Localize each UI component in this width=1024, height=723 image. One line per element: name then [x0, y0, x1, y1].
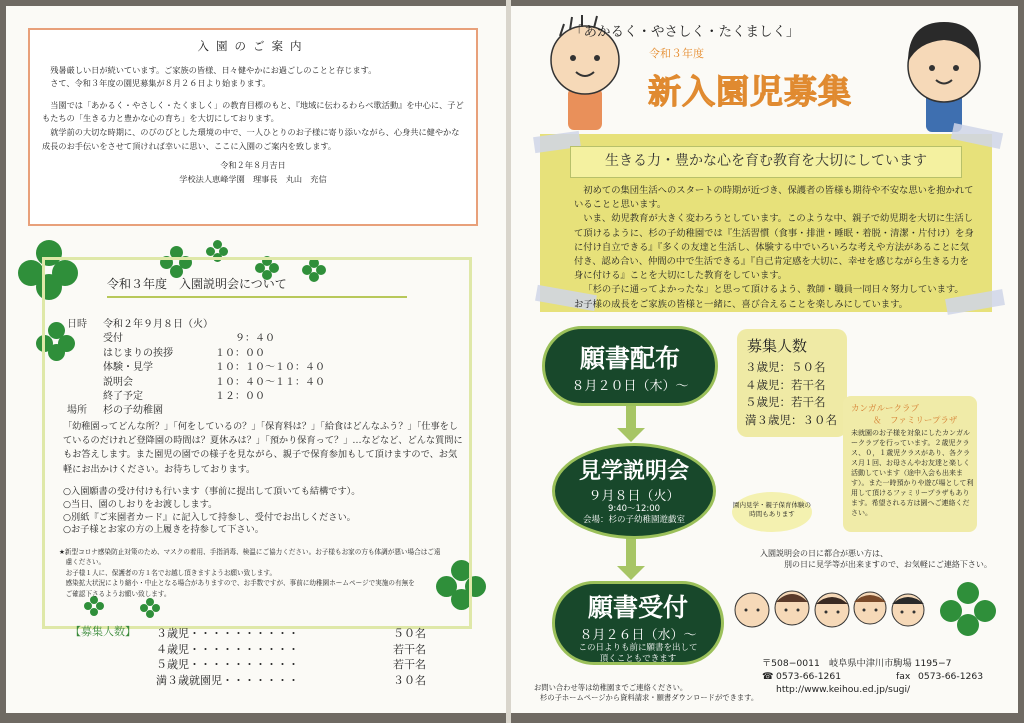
note-item: ○別紙『ご来園者カード』に記入して持参し、受付でお出しください。 — [63, 511, 356, 523]
notice — [760, 548, 1000, 570]
footer-line: 杉の子ホームページから資料請求・願書ダウンロードができます。 — [540, 693, 759, 702]
quota-label: ３歳児： — [745, 360, 791, 374]
quota-label: ４歳児： — [745, 377, 791, 392]
step-venue: 会場：杉の子幼稚園遊戯室 — [582, 515, 685, 525]
step-date: ８月２０日（木）〜 — [571, 379, 689, 394]
panel-heading: 生きる力・豊かな心を育む教育を大切にしています — [570, 146, 962, 178]
footer-line: お問い合わせ等は幼稚園までご連絡ください。 — [534, 683, 688, 692]
quota-label: ５歳児： — [745, 395, 791, 409]
flow-arrow — [617, 566, 645, 580]
greeting-date: 令和２年８月吉日 — [220, 160, 286, 171]
recruit-label: ３歳児・・・・・・・・・・ — [156, 627, 299, 640]
fax-number: 0573-66-1263 — [918, 671, 984, 682]
children-illustration — [732, 584, 932, 640]
schedule-time: １０：００ — [215, 347, 265, 359]
step-title: 見学説明会 — [578, 459, 689, 484]
note-item: ○お子様とお家の方の上履きを持参して下さい。 — [63, 524, 264, 536]
quota-value: 若干名 — [791, 377, 826, 392]
child-illustration — [888, 14, 998, 134]
club-heading: カンガルークラブ — [851, 404, 920, 414]
quota-value: ３０名 — [802, 412, 837, 427]
step-title: 願書受付 — [587, 593, 688, 622]
session-description: 「幼稚園ってどんな所？」「何をしているの？」「保育料は？」「給食はどんなふう？」「仕事をしているのだけれど登降園の時間は？夏休みは？」「預かり保育って？」…などなど、どんな質問にもお答えします。また園児の園での様子を見ながら、親子で保育参加もして頂けますので、お気軽にお出かけください。お待ちしております。 — [63, 421, 463, 475]
session-info-box — [42, 257, 472, 629]
session-date: 令和２年９月８日（火） — [103, 319, 213, 330]
recruit-value: ３０名 — [393, 673, 426, 687]
step-note: この日よりも前に願書を出して — [578, 643, 698, 653]
caution-line: 慮ください。 — [59, 558, 106, 567]
note-item: ○当日、園のしおりをお渡しします。 — [63, 498, 218, 510]
panel-paragraph: 初めての集団生活へのスタートの時期が近づき、保護者の皆様も期待や不安な思いを抱かれていることと思います。 — [574, 185, 974, 211]
clover-logo-icon — [940, 582, 996, 638]
recruit-value: 若干名 — [393, 658, 426, 671]
caution-line: ご確認下さるようお願い致します。 — [59, 589, 171, 598]
covid-caution — [59, 547, 463, 599]
greeting-box — [28, 28, 478, 226]
step-distribution — [542, 326, 718, 406]
recruit-label: ４歳児・・・・・・・・・・ — [156, 642, 299, 656]
date-label: 日時 — [67, 319, 87, 330]
caution-line: 感染拡大状況により縮小・中止となる場合がありますので、お手数ですが、事前に幼稚園ホームページで実施の有無を — [59, 579, 415, 588]
phone-number: 0573-66-1261 — [776, 671, 842, 682]
session-title: 令和３年度 入園説明会について — [107, 264, 407, 298]
club-description: 未就園のお子様を対象にしたカンガルークラブを行っています。２歳児クラス、０，１歳児クラスがあり、各クラス月１回、お母さんやお友達と楽しく活動しています（途中入会も出来ます）。また一時預かりや遊び場として利用して頂けるファミリープラザもあります。希望される方は園へご連絡ください。 — [851, 429, 974, 517]
step-date: ８月２６日（水）〜 — [579, 628, 697, 643]
step-title: 願書配布 — [579, 344, 680, 373]
session-place: 杉の子幼稚園 — [103, 405, 163, 417]
step-briefing — [552, 443, 716, 539]
kangaroo-club-box — [843, 396, 977, 532]
note-item: ○入園願書の受け付けも行います（事前に提出して頂いても結構です）。 — [63, 486, 361, 497]
schedule-time: １０：４０〜１１：４０ — [215, 376, 325, 388]
schedule-label: はじまりの挨拶 — [103, 347, 173, 359]
step-date: ９月８日（火） — [588, 489, 680, 504]
panel-paragraph: 「杉の子に通ってよかったな」と思って頂けるよう、教師・職員一同日々努力しています。 — [583, 284, 964, 296]
quota-value: 若干名 — [791, 395, 826, 409]
step-note: 頂くこともできます — [599, 654, 677, 664]
quota-heading: 募集人数 — [747, 337, 808, 355]
greeting-paragraph: 就学前の大切な時期に、のびのびとした環境の中で、一人ひとりのお子様に寄り添いながら、心身共に健やかな成長のお手伝いをさせて頂ければ幸いに思い、ここに入園のご案内を致します。 — [42, 126, 460, 151]
recruit-label: 満３歳就園児・・・・・・・ — [156, 673, 299, 687]
notice-line: 入園説明会の日に都合が悪い方は、 — [760, 549, 888, 558]
schedule-time: １２：００ — [215, 391, 265, 403]
schedule-time: １０：１０〜１０：４０ — [215, 362, 325, 374]
panel-body — [574, 184, 976, 312]
page-fold — [506, 0, 511, 723]
panel-paragraph: お子様の成長をご家族の皆様と一緒に、喜び合えることを楽しみにしています。 — [574, 298, 908, 310]
greeting-paragraph: さて、令和３年度の園児募集が８月２６日より始まります。 — [50, 78, 271, 89]
place-label: 場所 — [67, 405, 87, 417]
step-application — [552, 581, 724, 665]
recruit-heading: 【募集人数】 — [70, 625, 136, 638]
schedule-label: 説明会 — [103, 376, 133, 388]
step-time: 9:40〜12:00 — [607, 504, 661, 514]
panel-paragraph: いま、幼児教育が大きく変わろうとしています。このような中、親子で幼児期を大切に生活して頂けるように、杉の子幼稚園では『生活習慣（食事・排泄・睡眠・着脱・清潔・片付け）を身に付け自立できる』『多くの友達と生活し、体験する中でいろいろな考えや方法があることに気付き、認め合い、仲間の中で生活できる』『自己肯定感を大切に、幸せを感じながら生きる力を身に付ける』ことを大切にした教育をしています。 — [574, 213, 974, 282]
session-schedule — [67, 318, 325, 419]
year-label: 令和３年度 — [649, 47, 704, 60]
caution-line: お子様１人に、保護者の方１名でお越し頂きますようお願い致します。 — [59, 568, 277, 577]
recruit-value: ５０名 — [393, 627, 426, 640]
schedule-label: 受付 — [103, 333, 123, 345]
club-heading: ＆ ファミリープラザ — [873, 416, 958, 426]
phone-icon: ☎ — [762, 671, 774, 682]
schedule-time: ９：４０ — [235, 333, 275, 345]
address: 〒508−0011 岐阜県中津川市駒場 1195−7 — [762, 658, 952, 669]
notice-line: 別の日に見学等が出来ますので、お気軽にご連絡下さい。 — [784, 560, 992, 569]
quota-label: 満３歳児： — [745, 412, 803, 427]
flow-arrow — [626, 538, 636, 568]
greeting-title: 入園のご案内 — [197, 39, 309, 53]
page-title: 新入園児募集 — [648, 72, 852, 111]
quota-box — [737, 329, 847, 437]
school-motto: 「あかるく・やさしく・たくましく」 — [570, 24, 800, 40]
session-notes — [63, 486, 463, 537]
fax-label: fax — [896, 671, 911, 682]
flow-arrow — [617, 428, 645, 442]
side-note: 園内見学・親子保育体験の時間もあります — [732, 492, 812, 532]
recruit-label: ５歳児・・・・・・・・・・ — [156, 658, 299, 671]
schedule-label: 体験・見学 — [103, 362, 153, 374]
footer-note — [534, 683, 774, 703]
caution-line: ★新型コロナ感染防止対策のため、マスクの着用、手指消毒、検温にご協力ください。お子様もお家の方も体調が悪い場合はご遠 — [59, 548, 441, 556]
greeting-paragraph: 残暑厳しい日が続いています。ご家族の皆様、日々健やかにお過ごしのことと存じます。 — [50, 64, 377, 75]
greeting-signature: 学校法人恵峰学園 理事長 丸山 充信 — [179, 173, 327, 184]
schedule-label: 終了予定 — [103, 391, 143, 403]
website-link[interactable]: http://www.keihou.ed.jp/sugi/ — [776, 684, 911, 695]
greeting-paragraph: 当園では「あかるく・やさしく・たくましく」の教育目標のもと、『地域に伝わるわらべ歌活動』を中心に、子どもたちの「生きる力と豊かな心の育ち」を大切にしております。 — [42, 99, 464, 124]
quota-value: ５０名 — [791, 360, 826, 374]
contact-info — [762, 657, 1002, 696]
flow-arrow — [626, 404, 636, 430]
recruit-value: 若干名 — [393, 642, 426, 656]
